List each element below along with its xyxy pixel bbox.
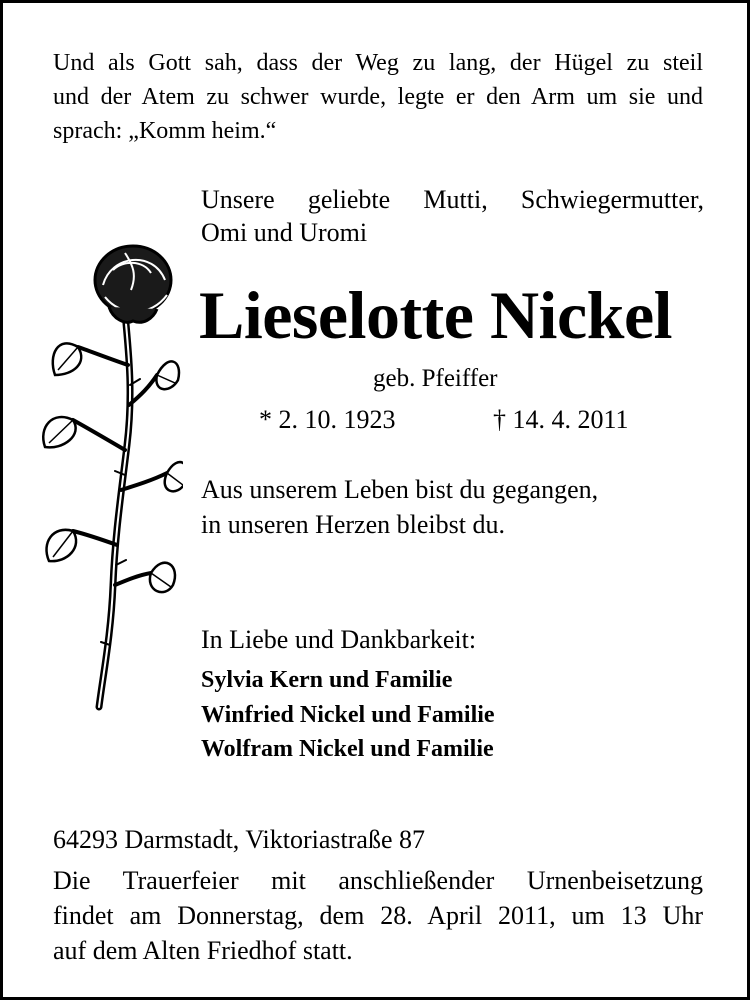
verse-line-1: Aus unserem Leben bist du gegangen, xyxy=(201,475,599,504)
service-line-2: findet am Donnerstag, dem 28. April 2011, um 13 Uhr xyxy=(53,901,703,930)
mourner-name: Winfried Nickel und Familie xyxy=(201,702,495,728)
death-date: † 14. 4. 2011 xyxy=(493,405,629,434)
rose-icon xyxy=(33,235,183,715)
poem-line-1: Und als Gott sah, dass der Weg zu lang, der Hügel zu steil xyxy=(53,50,703,76)
address: 64293 Darmstadt, Viktoriastraße 87 xyxy=(53,825,425,854)
maiden-name: geb. Pfeiffer xyxy=(373,365,498,392)
service-line-3: auf dem Alten Friedhof statt. xyxy=(53,936,353,965)
birth-date: * 2. 10. 1923 xyxy=(259,405,396,434)
mourners-intro: In Liebe und Dankbarkeit: xyxy=(201,625,477,654)
mourner-name: Wolfram Nickel und Familie xyxy=(201,736,494,762)
mourner-name: Sylvia Kern und Familie xyxy=(201,667,453,693)
service-line-1: Die Trauerfeier mit anschließender Urnenbeisetzung xyxy=(53,866,703,895)
intro-line-1: Unsere geliebte Mutti, Schwiegermutter, xyxy=(201,185,704,214)
poem-line-2: und der Atem zu schwer wurde, legte er den Arm um sie und xyxy=(53,84,703,110)
intro-line-2: Omi und Uromi xyxy=(201,218,368,247)
poem-line-3: sprach: „Komm heim.“ xyxy=(53,118,277,144)
deceased-name: Lieselotte Nickel xyxy=(199,277,673,353)
verse-line-2: in unseren Herzen bleibst du. xyxy=(201,510,505,539)
